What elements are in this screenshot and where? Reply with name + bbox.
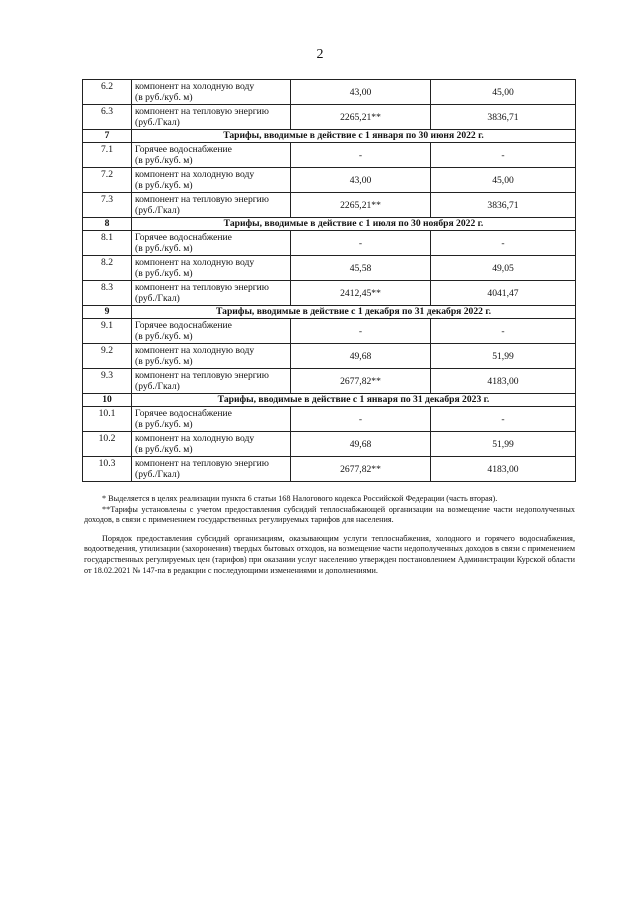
row-description — [132, 281, 291, 306]
description-line: Горячее водоснабжение — [135, 232, 232, 243]
tariff-value-1: 2677,82** — [291, 457, 431, 482]
tariff-value-1: - — [291, 319, 431, 344]
tariff-table-body — [83, 80, 576, 482]
tariff-value-1: - — [291, 407, 431, 432]
row-number: 10.1 — [83, 407, 132, 432]
tariff-row — [83, 369, 576, 394]
description-line: (руб./Гкал) — [135, 469, 180, 480]
description-line: компонент на тепловую энергию — [135, 370, 269, 381]
row-description — [132, 344, 291, 369]
tariff-value-2: 45,00 — [431, 80, 576, 105]
description-line: (руб./Гкал) — [135, 381, 180, 392]
tariff-value-2: 4041,47 — [431, 281, 576, 306]
description-line: Горячее водоснабжение — [135, 408, 232, 419]
tariff-value-1: - — [291, 143, 431, 168]
tariff-value-2: - — [431, 143, 576, 168]
tariff-row — [83, 80, 576, 105]
tariff-row — [83, 256, 576, 281]
tariff-value-2: 3836,71 — [431, 193, 576, 218]
section-header-row — [83, 218, 576, 231]
footnote-vat: * Выделяется в целях реализации пункта 6 статьи 168 Налогового кодекса Российской Федерации (часть вторая). — [102, 494, 498, 503]
row-description — [132, 143, 291, 168]
row-number: 9.1 — [83, 319, 132, 344]
tariff-value-2: 49,05 — [431, 256, 576, 281]
row-description — [132, 457, 291, 482]
tariff-row — [83, 168, 576, 193]
tariff-value-1: 45,58 — [291, 256, 431, 281]
row-number: 7.1 — [83, 143, 132, 168]
description-line: компонент на холодную воду — [135, 433, 255, 444]
footnotes — [84, 494, 575, 576]
row-number: 6.2 — [83, 80, 132, 105]
subsidy-procedure-paragraph: Порядок предоставления субсидий организациям, оказывающим услуги теплоснабжения, холодного и горячего водоснабжения, водоотведения, утилизации (захоронения) твердых бытовых отходов, на возмещение части недополученных доходов в связи с применением государственных регулируемых цен (тарифов) при оказании услуг населению утвержден постановлением Администрации Курской области от 18.02.2021 № 147-па в редакции с последующими изменениями и дополнениями. — [84, 533, 575, 575]
tariff-value-1: 2265,21** — [291, 193, 431, 218]
row-description — [132, 319, 291, 344]
tariff-value-1: - — [291, 231, 431, 256]
tariff-row — [83, 457, 576, 482]
row-description — [132, 193, 291, 218]
tariff-row — [83, 407, 576, 432]
description-line: (в руб./куб. м) — [135, 92, 193, 103]
description-line: компонент на холодную воду — [135, 257, 255, 268]
row-number: 8.3 — [83, 281, 132, 306]
row-number: 9.2 — [83, 344, 132, 369]
tariff-value-2: 4183,00 — [431, 457, 576, 482]
row-number: 10.3 — [83, 457, 132, 482]
tariff-value-1: 49,68 — [291, 344, 431, 369]
row-description — [132, 407, 291, 432]
description-line: компонент на холодную воду — [135, 169, 255, 180]
description-line: (в руб./куб. м) — [135, 180, 193, 191]
description-line: (в руб./куб. м) — [135, 356, 193, 367]
tariff-value-2: - — [431, 407, 576, 432]
description-line: компонент на холодную воду — [135, 345, 255, 356]
section-header-row — [83, 130, 576, 143]
tariff-table — [82, 79, 576, 482]
tariff-value-1: 49,68 — [291, 432, 431, 457]
description-line: (в руб./куб. м) — [135, 243, 193, 254]
row-number: 10.2 — [83, 432, 132, 457]
description-line: (в руб./куб. м) — [135, 331, 193, 342]
tariff-value-1: 43,00 — [291, 168, 431, 193]
description-line: компонент на тепловую энергию — [135, 282, 269, 293]
tariff-row — [83, 432, 576, 457]
row-number: 9.3 — [83, 369, 132, 394]
tariff-value-1: 2677,82** — [291, 369, 431, 394]
tariff-value-2: - — [431, 319, 576, 344]
description-line: компонент на холодную воду — [135, 81, 255, 92]
description-line: (руб./Гкал) — [135, 293, 180, 304]
section-number: 9 — [83, 306, 132, 319]
tariff-row — [83, 319, 576, 344]
tariff-value-2: 3836,71 — [431, 105, 576, 130]
section-header-row — [83, 394, 576, 407]
description-line: (в руб./куб. м) — [135, 419, 193, 430]
footnote-subsidy: **Тарифы установлены с учетом предоставления субсидий теплоснабжающей организации на возмещение части недополученных доходов, в связи с применением государственных регулируемых тарифов для населения. — [84, 504, 575, 525]
row-description — [132, 432, 291, 457]
section-header-row — [83, 306, 576, 319]
row-number: 7.3 — [83, 193, 132, 218]
section-number: 7 — [83, 130, 132, 143]
tariff-value-2: - — [431, 231, 576, 256]
row-description — [132, 80, 291, 105]
row-description — [132, 231, 291, 256]
description-line: (руб./Гкал) — [135, 117, 180, 128]
tariff-value-2: 4183,00 — [431, 369, 576, 394]
tariff-row — [83, 281, 576, 306]
section-title: Тарифы, вводимые в действие с 1 декабря по 31 декабря 2022 г. — [132, 306, 576, 319]
row-description — [132, 105, 291, 130]
description-line: Горячее водоснабжение — [135, 144, 232, 155]
description-line: компонент на тепловую энергию — [135, 106, 269, 117]
section-number: 10 — [83, 394, 132, 407]
tariff-row — [83, 193, 576, 218]
row-number: 7.2 — [83, 168, 132, 193]
description-line: (в руб./куб. м) — [135, 268, 193, 279]
tariff-value-2: 51,99 — [431, 344, 576, 369]
row-number: 6.3 — [83, 105, 132, 130]
description-line: Горячее водоснабжение — [135, 320, 232, 331]
tariff-row — [83, 143, 576, 168]
tariff-value-2: 51,99 — [431, 432, 576, 457]
tariff-value-1: 2412,45** — [291, 281, 431, 306]
section-number: 8 — [83, 218, 132, 231]
tariff-row — [83, 344, 576, 369]
tariff-value-2: 45,00 — [431, 168, 576, 193]
tariff-row — [83, 105, 576, 130]
description-line: компонент на тепловую энергию — [135, 458, 269, 469]
description-line: (в руб./куб. м) — [135, 444, 193, 455]
row-number: 8.1 — [83, 231, 132, 256]
page-number: 2 — [316, 47, 324, 62]
tariff-row — [83, 231, 576, 256]
row-description — [132, 256, 291, 281]
tariff-value-1: 2265,21** — [291, 105, 431, 130]
section-title: Тарифы, вводимые в действие с 1 января по 30 июня 2022 г. — [132, 130, 576, 143]
section-title: Тарифы, вводимые в действие с 1 января по 31 декабря 2023 г. — [132, 394, 576, 407]
row-number: 8.2 — [83, 256, 132, 281]
row-description — [132, 168, 291, 193]
tariff-value-1: 43,00 — [291, 80, 431, 105]
row-description — [132, 369, 291, 394]
description-line: (руб./Гкал) — [135, 205, 180, 216]
section-title: Тарифы, вводимые в действие с 1 июля по 30 ноября 2022 г. — [132, 218, 576, 231]
description-line: компонент на тепловую энергию — [135, 194, 269, 205]
description-line: (в руб./куб. м) — [135, 155, 193, 166]
